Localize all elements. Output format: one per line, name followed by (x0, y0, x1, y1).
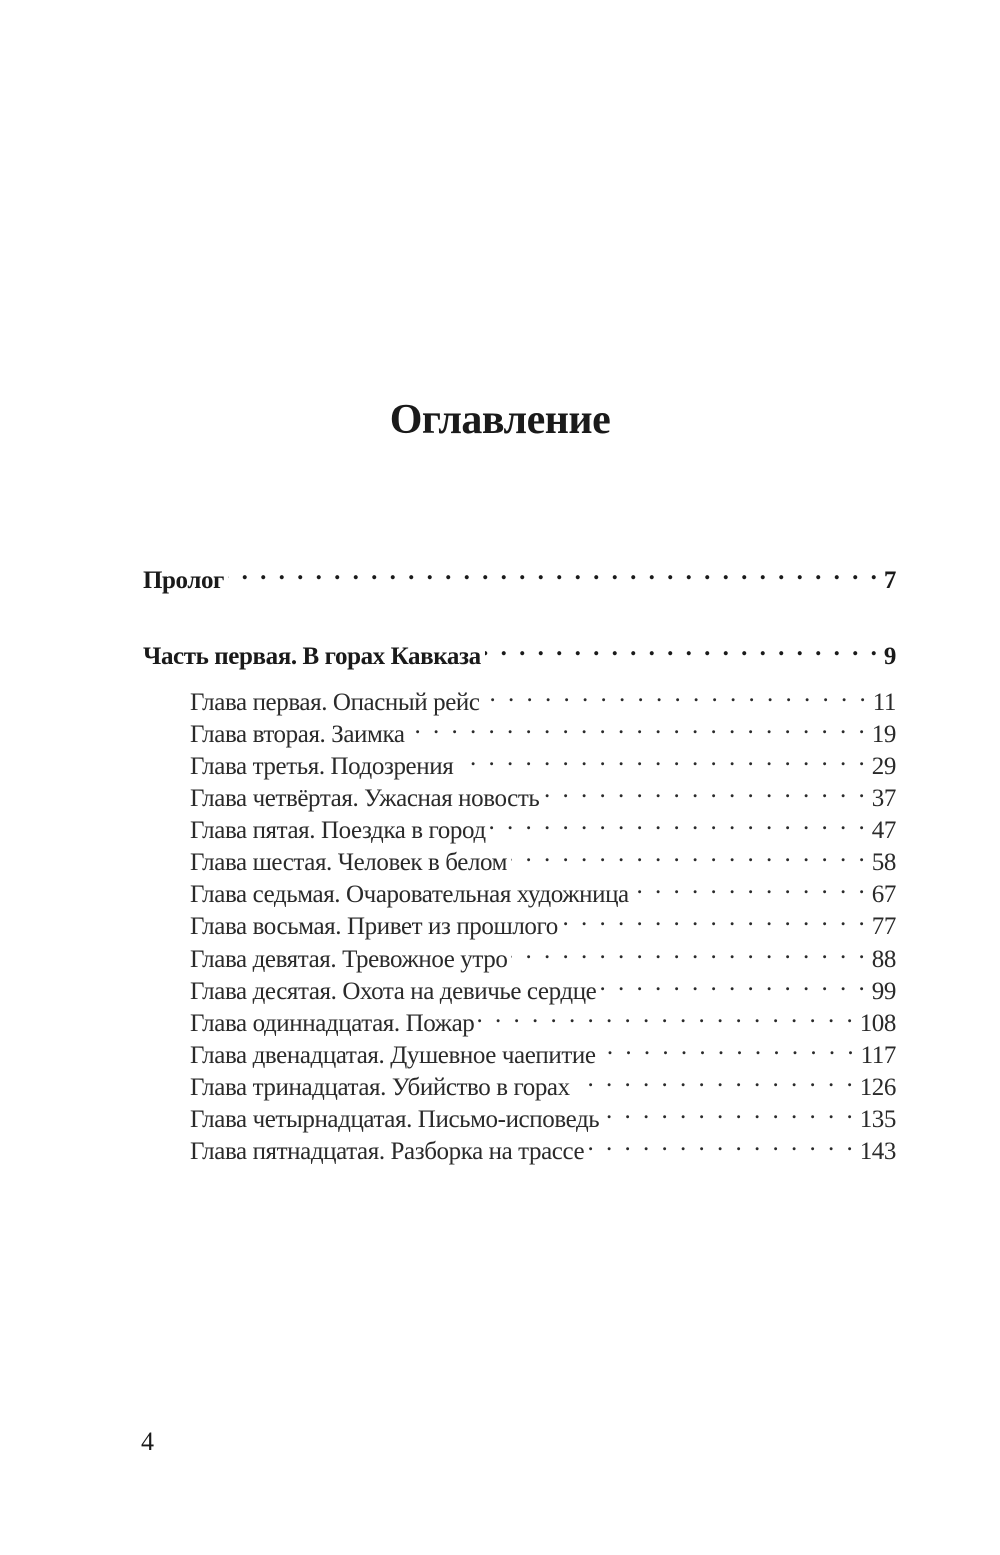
toc-entry-label: Глава седьмая. Очаровательная художница (190, 881, 629, 909)
toc-entry-label: Глава вторая. Заимка (190, 721, 405, 749)
toc-entry-chapter[interactable] (190, 935, 896, 973)
toc-entry-page: 29 (871, 753, 896, 781)
toc-entry-page: 126 (859, 1073, 896, 1101)
dot-leader (600, 1031, 857, 1063)
dot-leader (562, 902, 868, 934)
toc-entry-label: Глава восьмая. Привет из прошлого (190, 913, 558, 941)
toc-entry-page: 77 (871, 913, 896, 941)
toc-entry-page: 67 (871, 881, 896, 909)
toc-entry-label: Глава тринадцатая. Убийство в горах (190, 1073, 570, 1101)
dot-leader (633, 870, 868, 902)
dot-leader (490, 806, 868, 838)
toc-entry-label: Глава четырнадцатая. Письмо-исповедь (190, 1105, 600, 1133)
toc-entry-label: Глава четвёртая. Ужасная новость (190, 785, 540, 813)
dot-leader (478, 999, 855, 1031)
toc-entry-chapter[interactable] (190, 902, 896, 941)
dot-leader (228, 556, 880, 588)
toc-entry-label: Глава десятая. Охота на девичье сердце (190, 977, 597, 1005)
toc-entry-label: Пролог (143, 567, 224, 594)
toc-entry-page: 19 (871, 721, 896, 749)
toc-entry-chapter[interactable] (190, 967, 896, 1005)
toc-entry-chapter[interactable] (190, 774, 896, 813)
toc-entry-chapter[interactable] (190, 1095, 896, 1133)
toc-entry-page: 37 (871, 785, 896, 813)
toc-entry-page: 7 (883, 567, 896, 594)
toc-entry-chapter[interactable] (190, 742, 896, 781)
toc-entry-chapter[interactable] (190, 1127, 896, 1165)
toc-entry-page: 47 (871, 817, 896, 845)
toc-entry-label: Часть первая. В горах Кавказа (143, 643, 481, 670)
toc-entry-label: Глава первая. Опасный рейс (190, 689, 480, 716)
dot-leader (457, 742, 867, 774)
toc-entry-page: 9 (883, 643, 896, 670)
dot-leader (600, 967, 867, 999)
dot-leader (409, 710, 868, 742)
toc-entry-chapter[interactable] (190, 678, 896, 716)
toc-entry-page: 108 (859, 1009, 896, 1037)
dot-leader (588, 1127, 856, 1159)
dot-leader (485, 632, 880, 664)
toc-entry-label: Глава пятнадцатая. Разборка на трассе (190, 1137, 585, 1165)
toc-entry-label: Глава девятая. Тревожное утро (190, 945, 508, 973)
toc-entry-label: Глава одиннадцатая. Пожар (190, 1009, 475, 1037)
dot-leader (511, 838, 868, 870)
toc-entry-prologue[interactable] (143, 556, 896, 594)
page-title: Оглавление (389, 397, 611, 443)
toc-entry-chapter[interactable] (190, 806, 896, 845)
dot-leader (574, 1063, 856, 1095)
toc-entry-page: 143 (859, 1137, 896, 1165)
dot-leader (511, 935, 867, 967)
toc-entry-chapter[interactable] (190, 710, 896, 749)
toc-entry-page: 99 (871, 977, 896, 1005)
toc-entry-chapter[interactable] (190, 838, 896, 877)
toc-entry-label: Глава шестая. Человек в белом (190, 849, 508, 877)
toc-entry-label: Глава пятая. Поездка в город (190, 817, 486, 845)
page-number: 4 (141, 1427, 154, 1456)
toc-entry-page: 58 (871, 849, 896, 877)
toc-entry-chapter[interactable] (190, 999, 896, 1037)
toc-entry-page: 11 (872, 689, 896, 716)
toc-entry-page: 117 (860, 1041, 896, 1069)
toc-entry-chapter[interactable] (190, 1031, 896, 1069)
toc-entry-page: 135 (859, 1105, 896, 1133)
dot-leader (603, 1095, 855, 1127)
toc-entry-label: Глава двенадцатая. Душевное чаепитие (190, 1041, 596, 1069)
toc-entry-label: Глава третья. Подозрения (190, 753, 454, 781)
toc-entry-chapter[interactable] (190, 870, 896, 909)
dot-leader (543, 774, 867, 806)
dot-leader (484, 678, 869, 710)
toc-entry-part-one[interactable] (143, 632, 896, 670)
toc-entry-chapter[interactable] (190, 1063, 896, 1101)
toc-entry-page: 88 (871, 945, 896, 973)
